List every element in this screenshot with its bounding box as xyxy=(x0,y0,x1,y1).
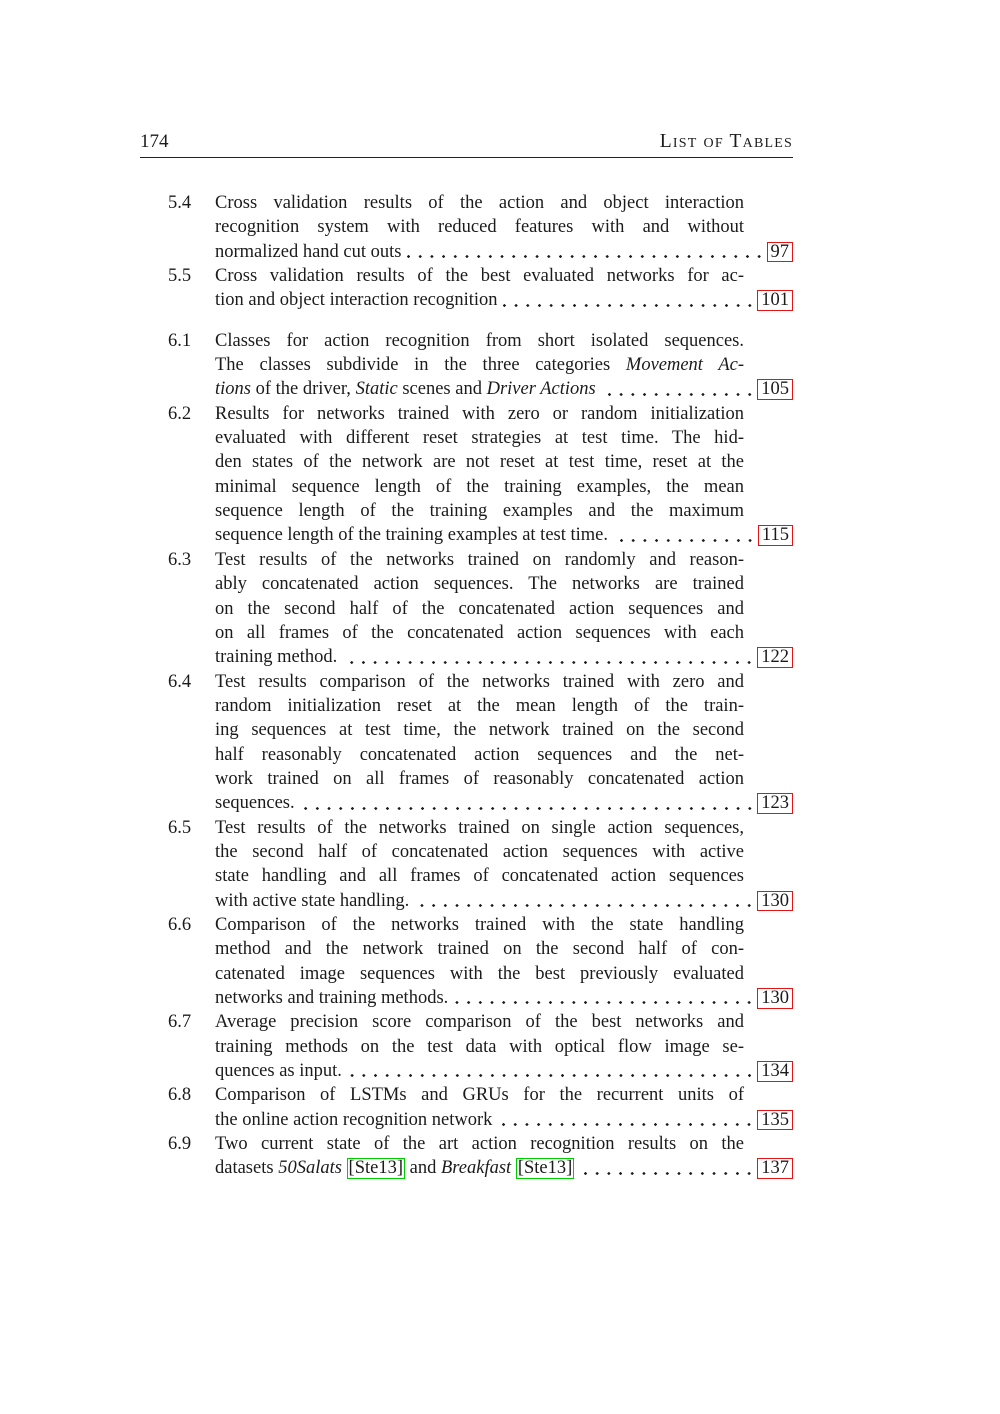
toc-entry xyxy=(140,191,793,264)
page-number-link[interactable]: 134 xyxy=(757,1061,793,1082)
page-number-link[interactable]: 123 xyxy=(757,793,793,814)
entry-number: 6.8 xyxy=(168,1085,192,1106)
entry-number: 6.5 xyxy=(168,817,192,838)
entry-line: networks and training methods. xyxy=(215,988,449,1008)
entry-number: 6.1 xyxy=(168,330,192,351)
entry-number: 6.6 xyxy=(168,914,192,935)
dot-leader xyxy=(342,661,755,664)
page-number-link[interactable]: 122 xyxy=(757,647,793,668)
entry-line: tions of the driver, Static scenes and Driver Actions xyxy=(215,379,596,400)
toc-entry xyxy=(140,670,793,816)
entry-body xyxy=(215,548,793,670)
header-title: List of Tables xyxy=(659,131,793,152)
entry-number: 6.2 xyxy=(168,403,192,424)
page-number-link[interactable]: 137 xyxy=(757,1158,793,1179)
toc-entry xyxy=(140,402,793,548)
italic-text: Movement Ac- xyxy=(625,355,744,376)
italic-text: 50Salats xyxy=(278,1158,342,1179)
dot-leader xyxy=(601,393,756,396)
entry-last-line xyxy=(215,240,793,264)
entry-line: quences as input. xyxy=(215,1061,342,1082)
dot-leader xyxy=(407,255,765,258)
toc-entry xyxy=(140,913,793,1010)
entry-line: tion and object interaction recognition xyxy=(215,290,498,311)
citation-link[interactable]: [Ste13] xyxy=(348,1158,404,1179)
entry-last-line xyxy=(215,986,793,1010)
page-header xyxy=(140,130,793,153)
entry-line: Comparison of LSTMs and GRUs for the recurrent units of xyxy=(215,1085,744,1106)
entry-line: Two current state of the art action recognition results on the xyxy=(215,1134,744,1155)
entry-number: 6.7 xyxy=(168,1012,192,1033)
entry-line: catenated image sequences with the best previously evaluated xyxy=(215,963,744,984)
entry-last-line xyxy=(215,645,793,669)
entry-last-line xyxy=(215,288,793,312)
dot-leader xyxy=(579,1172,755,1175)
entry-line: evaluated with different reset strategies at test time. The hid- xyxy=(215,428,744,449)
page-number-link[interactable]: 97 xyxy=(767,242,794,263)
entry-line: ing sequences at test time, the network trained on the second xyxy=(215,720,744,741)
toc-entry xyxy=(140,548,793,670)
entry-body xyxy=(215,264,793,313)
entry-line: sequence length of the training examples and the maximum xyxy=(215,501,744,522)
entry-body xyxy=(215,329,793,402)
entry-line: recognition system with reduced features with and without xyxy=(215,217,744,238)
entry-line: Classes for action recognition from short isolated sequences. xyxy=(215,330,744,351)
page-number-link[interactable]: 130 xyxy=(757,988,793,1009)
dot-leader xyxy=(497,1123,755,1126)
entry-line: the online action recognition network xyxy=(215,1109,493,1130)
entry-line: method and the network trained on the second half of con- xyxy=(215,939,744,960)
italic-text: Breakfast xyxy=(440,1158,512,1179)
entry-line: Cross validation results of the action and object interaction xyxy=(215,193,744,213)
page-number-link[interactable]: 130 xyxy=(757,891,793,912)
entry-number: 5.4 xyxy=(168,193,192,213)
entry-number: 6.9 xyxy=(168,1134,192,1155)
entry-line: Results for networks trained with zero or random initialization xyxy=(215,403,744,424)
italic-text: Static xyxy=(355,379,398,400)
entry-line: with active state handling. xyxy=(215,890,410,911)
entry-line: minimal sequence length of the training examples, the mean xyxy=(215,476,744,497)
entry-last-line xyxy=(215,377,793,401)
entry-line: on all frames of the concatenated action sequences with each xyxy=(215,622,744,643)
entry-body xyxy=(215,191,793,264)
toc-entry xyxy=(140,1010,793,1083)
entry-line: training method. xyxy=(215,647,338,668)
entry-line: training methods on the test data with optical flow image se- xyxy=(215,1036,744,1057)
italic-text: Driver Actions xyxy=(486,379,596,400)
entry-line: the second half of concatenated action sequences with active xyxy=(215,841,744,862)
entry-line: datasets 50Salats [Ste13] and Breakfast [Ste13] xyxy=(215,1158,573,1179)
entry-body xyxy=(215,1083,793,1132)
entry-body xyxy=(215,816,793,913)
entry-line: sequences. xyxy=(215,793,295,814)
dot-leader xyxy=(414,904,755,907)
page-number-link[interactable]: 105 xyxy=(757,379,793,400)
entry-last-line xyxy=(215,791,793,815)
page-number-link[interactable]: 115 xyxy=(758,525,793,546)
entry-line: state handling and all frames of concatenated action sequences xyxy=(215,866,744,887)
entry-body xyxy=(215,1132,793,1181)
entry-line: ably concatenated action sequences. The networks are trained xyxy=(215,574,744,595)
entry-last-line xyxy=(215,1059,793,1083)
toc-entry xyxy=(140,816,793,913)
entry-body xyxy=(215,1010,793,1083)
entry-line: Average precision score comparison of the best networks and xyxy=(215,1012,744,1033)
italic-text: tions xyxy=(215,379,251,400)
entry-line: Test results comparison of the networks trained with zero and xyxy=(215,671,744,692)
entry-body xyxy=(215,670,793,816)
toc-entry xyxy=(140,1083,793,1132)
entry-line: on the second half of the concatenated action sequences and xyxy=(215,598,744,619)
toc-entry xyxy=(140,329,793,402)
entry-line: random initialization reset at the mean length of the train- xyxy=(215,695,744,716)
entry-last-line xyxy=(215,523,793,547)
page-number-link[interactable]: 135 xyxy=(757,1110,793,1131)
entry-line: work trained on all frames of reasonably concatenated action xyxy=(215,768,744,789)
header-page-number: 174 xyxy=(140,131,169,152)
entry-body xyxy=(215,402,793,548)
entry-line: normalized hand cut outs xyxy=(215,241,402,262)
entry-body xyxy=(215,913,793,1010)
entry-line: The classes subdivide in the three categories Movement Ac- xyxy=(215,355,744,376)
toc-list xyxy=(140,191,793,1181)
entry-last-line xyxy=(215,1108,793,1132)
dot-leader xyxy=(613,539,756,542)
entry-last-line xyxy=(215,1156,793,1180)
toc-entry xyxy=(140,264,793,313)
dot-leader xyxy=(453,1001,755,1004)
page-number-link[interactable]: 101 xyxy=(757,290,793,311)
dot-leader xyxy=(300,807,756,810)
entry-number: 6.3 xyxy=(168,549,192,570)
entry-line: Test results of the networks trained on randomly and reason- xyxy=(215,549,744,570)
header-rule xyxy=(140,157,793,158)
entry-line: sequence length of the training examples at test time. xyxy=(215,525,608,546)
entry-line: den states of the network are not reset at test time, reset at the xyxy=(215,452,744,473)
entry-number: 5.5 xyxy=(168,266,192,287)
citation-link[interactable]: [Ste13] xyxy=(517,1158,573,1179)
dot-leader xyxy=(347,1074,755,1077)
entry-line: Comparison of the networks trained with the state handling xyxy=(215,914,744,935)
entry-line: Cross validation results of the best evaluated networks for ac- xyxy=(215,266,744,287)
entry-number: 6.4 xyxy=(168,671,192,692)
toc-entry xyxy=(140,1132,793,1181)
dot-leader xyxy=(503,304,756,307)
entry-line: half reasonably concatenated action sequences and the net- xyxy=(215,744,744,765)
entry-last-line xyxy=(215,889,793,913)
entry-line: Test results of the networks trained on single action sequences, xyxy=(215,817,744,838)
